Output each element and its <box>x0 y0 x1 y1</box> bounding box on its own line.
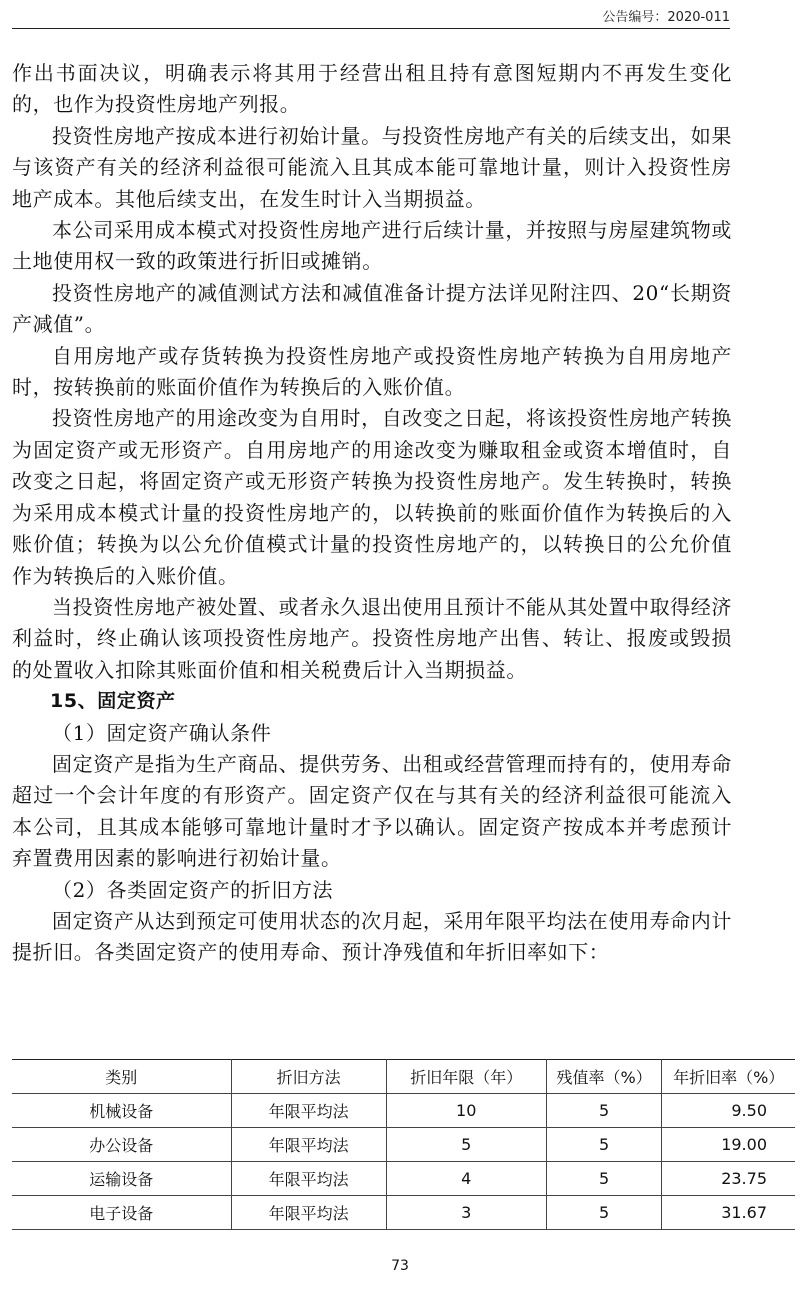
paragraph: 投资性房地产的用途改变为自用时，自改变之日起，将该投资性房地产转换为固定资产或无形资产。自用房地产的用途改变为赚取租金或资本增值时，自改变之日起，将固定资产或无形资产转换为投资性房地产。发生转换时，转换为采用成本模式计量的投资性房地产的，以转换前的账面价值作为转换后的入账价值；转换为以公允价值模式计量的投资性房地产的，以转换日的公允价值作为转换后的入账价值。 <box>12 406 732 588</box>
table-cell: 办公设备 <box>12 1128 231 1162</box>
table-cell: 5 <box>546 1094 662 1128</box>
table-cell: 年限平均法 <box>231 1162 386 1196</box>
table-cell: 运输设备 <box>12 1162 231 1196</box>
table-row <box>12 1128 795 1162</box>
table-cell: 5 <box>546 1196 662 1230</box>
table-cell: 9.50 <box>662 1094 795 1128</box>
table-row <box>12 1094 795 1128</box>
paragraph: 投资性房地产按成本进行初始计量。与投资性房地产有关的后续支出，如果与该资产有关的经济利益很可能流入且其成本能可靠地计量，则计入投资性房地产成本。其他后续支出，在发生时计入当期损益。 <box>12 123 732 211</box>
paragraph: 本公司采用成本模式对投资性房地产进行后续计量，并按照与房屋建筑物或土地使用权一致的政策进行折旧或摊销。 <box>12 218 732 274</box>
column-header-rate: 年折旧率（%） <box>662 1060 795 1094</box>
table-cell: 3 <box>386 1196 546 1230</box>
table-cell: 年限平均法 <box>231 1196 386 1230</box>
paragraph: 投资性房地产的减值测试方法和减值准备计提方法详见附注四、20“长期资产减值”。 <box>12 280 732 337</box>
table-header-row <box>12 1060 795 1094</box>
table-cell: 4 <box>386 1162 546 1196</box>
table-cell: 23.75 <box>662 1162 795 1196</box>
depreciation-table <box>12 1059 795 1230</box>
table-row <box>12 1196 795 1230</box>
announcement-number: 公告编号：2020-011 <box>602 10 730 25</box>
subsection-heading: （2）各类固定资产的折旧方法 <box>52 877 334 902</box>
subsection-heading: （1）固定资产确认条件 <box>52 720 272 745</box>
column-header-residual: 残值率（%） <box>546 1060 662 1094</box>
paragraph: 当投资性房地产被处置、或者永久退出使用且预计不能从其处置中取得经济利益时，终止确认该项投资性房地产。投资性房地产出售、转让、报废或毁损的处置收入扣除其账面价值和相关税费后计入当期损益。 <box>12 594 732 682</box>
column-header-years: 折旧年限（年） <box>386 1060 546 1094</box>
table-cell: 19.00 <box>662 1128 795 1162</box>
table-cell: 31.67 <box>662 1196 795 1230</box>
section-heading: 15、固定资产 <box>50 690 176 713</box>
table-cell: 机械设备 <box>12 1094 231 1128</box>
column-header-category: 类别 <box>12 1060 231 1094</box>
table-cell: 年限平均法 <box>231 1094 386 1128</box>
page-header <box>12 0 730 29</box>
table-cell: 电子设备 <box>12 1196 231 1230</box>
table-cell: 5 <box>386 1128 546 1162</box>
document-body <box>12 58 732 969</box>
page-number: 73 <box>391 1258 409 1274</box>
paragraph: 固定资产是指为生产商品、提供劳务、出租或经营管理而持有的，使用寿命超过一个会计年度的有形资产。固定资产仅在与其有关的经济利益很可能流入本公司，且其成本能够可靠地计量时才予以确认。固定资产按成本并考虑预计弃置费用因素的影响进行初始计量。 <box>12 751 732 871</box>
column-header-method: 折旧方法 <box>231 1060 386 1094</box>
paragraph: 固定资产从达到预定可使用状态的次月起，采用年限平均法在使用寿命内计提折旧。各类固定资产的使用寿命、预计净残值和年折旧率如下： <box>12 908 732 965</box>
paragraph: 作出书面决议，明确表示将其用于经营出租且持有意图短期内不再发生变化的，也作为投资性房地产列报。 <box>12 61 732 117</box>
table-cell: 年限平均法 <box>231 1128 386 1162</box>
table-row <box>12 1162 795 1196</box>
paragraph: 自用房地产或存货转换为投资性房地产或投资性房地产转换为自用房地产时，按转换前的账面价值作为转换后的入账价值。 <box>12 343 732 400</box>
table-cell: 10 <box>386 1094 546 1128</box>
table-cell: 5 <box>546 1128 662 1162</box>
table-cell: 5 <box>546 1162 662 1196</box>
